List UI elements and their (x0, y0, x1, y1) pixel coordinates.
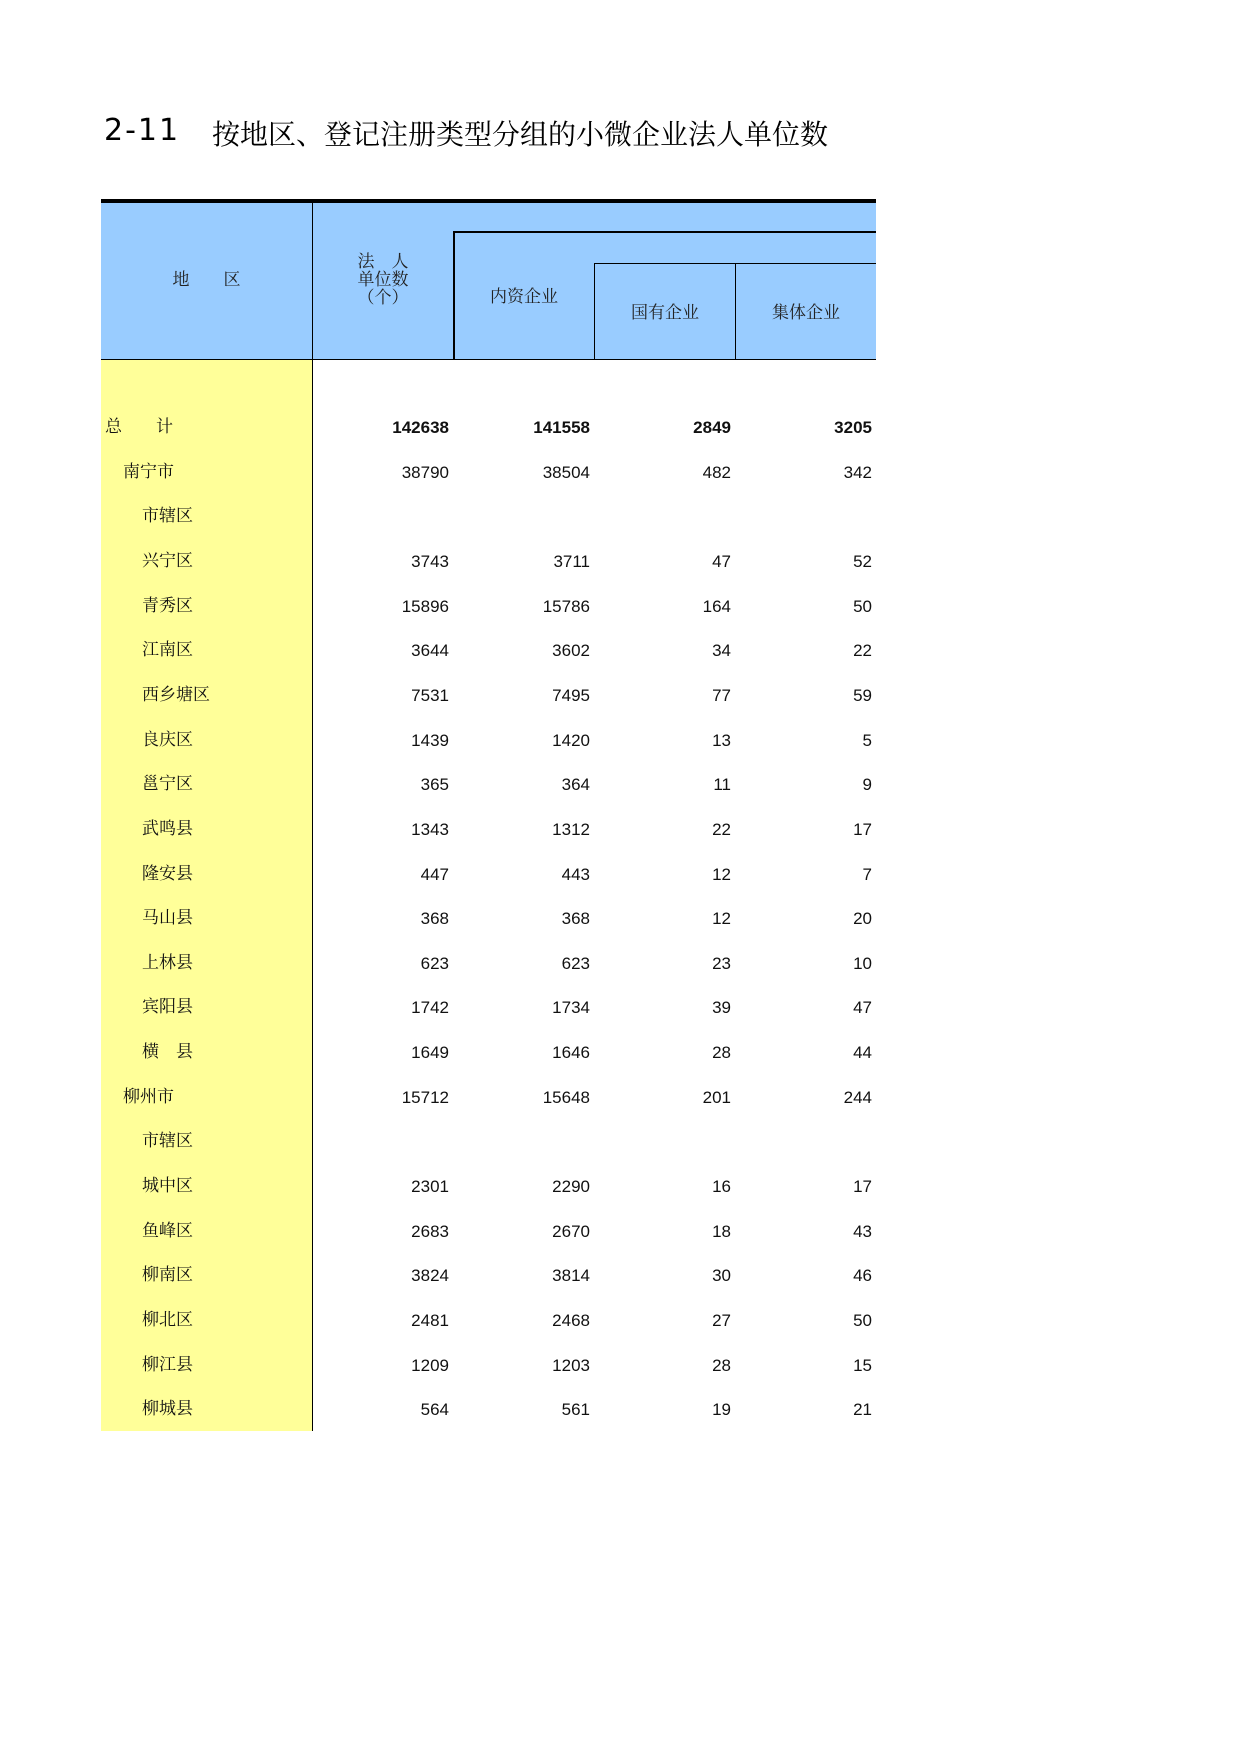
collective-count: 50 (853, 596, 872, 616)
table-row (101, 1298, 876, 1343)
domestic-count: 443 (561, 864, 590, 884)
page-title: 按地区、登记注册类型分组的小微企业法人单位数 (212, 118, 829, 151)
collective-count: 43 (853, 1221, 872, 1241)
total-count: 447 (420, 864, 449, 884)
header-domestic: 内资企业 (490, 287, 558, 307)
table-row (101, 985, 876, 1030)
region-name: 市辖区 (142, 1131, 193, 1152)
table-row (101, 896, 876, 941)
domestic-count: 368 (561, 909, 590, 929)
state-owned-count: 47 (712, 551, 731, 571)
region-name: 柳南区 (142, 1265, 193, 1286)
state-owned-count: 27 (712, 1311, 731, 1330)
table-row (101, 494, 876, 539)
domestic-count: 2290 (552, 1177, 590, 1197)
table-number: 2-11 (104, 113, 181, 148)
table-row (101, 1387, 876, 1432)
region-name: 隆安县 (142, 863, 193, 884)
domestic-count: 1312 (552, 819, 590, 839)
table-row (101, 1209, 876, 1254)
collective-count: 21 (853, 1400, 872, 1420)
collective-count: 342 (843, 462, 872, 482)
domestic-count: 141558 (533, 418, 590, 437)
domestic-count: 2670 (552, 1221, 590, 1241)
region-name: 柳州市 (123, 1086, 174, 1107)
state-owned-count: 77 (712, 685, 731, 705)
table-row (101, 1164, 876, 1209)
header-region: 地 区 (172, 270, 241, 290)
state-owned-count: 18 (712, 1221, 731, 1241)
total-count: 15896 (401, 596, 449, 616)
collective-count: 44 (853, 1043, 872, 1063)
domestic-count: 15786 (542, 596, 590, 616)
state-owned-count: 30 (712, 1266, 731, 1286)
total-count: 1343 (411, 819, 449, 839)
region-name: 总 计 (105, 417, 173, 437)
state-owned-count: 28 (712, 1355, 731, 1375)
collective-count: 17 (853, 1177, 872, 1197)
region-name: 横 县 (142, 1042, 193, 1063)
collective-count: 59 (853, 685, 872, 705)
table-row (101, 1253, 876, 1298)
total-count: 368 (420, 909, 449, 929)
divider (453, 231, 876, 233)
region-name: 西乡塘区 (142, 684, 210, 705)
table-row (101, 1030, 876, 1075)
state-owned-count: 164 (702, 596, 731, 616)
state-owned-count: 13 (712, 730, 731, 750)
total-count: 2301 (411, 1177, 449, 1197)
total-count: 1742 (411, 998, 449, 1018)
total-count: 2481 (411, 1311, 449, 1330)
domestic-count: 38504 (542, 462, 590, 482)
state-owned-count: 39 (712, 998, 731, 1018)
domestic-count: 3814 (552, 1266, 590, 1286)
domestic-count: 3602 (552, 641, 590, 661)
table-row (101, 1119, 876, 1164)
state-owned-count: 34 (712, 641, 731, 661)
collective-count: 46 (853, 1266, 872, 1286)
total-count: 1209 (411, 1355, 449, 1375)
region-name: 鱼峰区 (142, 1220, 193, 1241)
total-count: 365 (420, 775, 449, 795)
collective-count: 9 (862, 775, 872, 795)
collective-count: 3205 (834, 418, 872, 437)
region-name: 江南区 (142, 640, 193, 661)
region-name: 青秀区 (142, 595, 193, 616)
region-name: 马山县 (142, 908, 193, 929)
table-row (101, 584, 876, 629)
region-name: 南宁市 (123, 461, 174, 482)
total-count: 1649 (411, 1043, 449, 1063)
region-name: 武鸣县 (142, 818, 193, 839)
table-row (101, 941, 876, 986)
total-count: 3743 (411, 551, 449, 571)
state-owned-count: 12 (712, 864, 731, 884)
state-owned-count: 28 (712, 1043, 731, 1063)
domestic-count: 7495 (552, 685, 590, 705)
total-count: 142638 (392, 418, 449, 437)
table-row (101, 1343, 876, 1388)
table-row (101, 405, 876, 450)
table-row (101, 628, 876, 673)
domestic-count: 3711 (553, 551, 590, 571)
table-row (101, 762, 876, 807)
total-count: 38790 (401, 462, 449, 482)
collective-count: 52 (853, 551, 872, 571)
collective-count: 22 (853, 641, 872, 661)
region-name: 柳北区 (142, 1310, 193, 1330)
state-owned-count: 22 (712, 819, 731, 839)
table-row (101, 1075, 876, 1120)
table-row (101, 852, 876, 897)
header-state-owned: 国有企业 (631, 303, 699, 323)
collective-count: 244 (843, 1087, 872, 1107)
table-row (101, 718, 876, 763)
region-name: 市辖区 (142, 506, 193, 527)
total-count: 1439 (411, 730, 449, 750)
state-owned-count: 19 (712, 1400, 731, 1420)
collective-count: 10 (853, 953, 872, 973)
collective-count: 20 (853, 909, 872, 929)
total-count: 623 (420, 953, 449, 973)
collective-count: 7 (862, 864, 872, 884)
domestic-count: 1420 (552, 730, 590, 750)
table-row (101, 673, 876, 718)
total-count: 564 (420, 1400, 449, 1420)
region-name: 城中区 (142, 1176, 193, 1197)
total-count: 3644 (411, 641, 449, 661)
domestic-count: 1646 (552, 1043, 590, 1063)
region-name: 宾阳县 (142, 997, 193, 1018)
total-count: 2683 (411, 1221, 449, 1241)
collective-count: 50 (853, 1311, 872, 1330)
domestic-count: 364 (561, 775, 590, 795)
region-name: 柳城县 (142, 1399, 193, 1420)
domestic-count: 2468 (552, 1311, 590, 1330)
domestic-count: 1203 (552, 1355, 590, 1375)
state-owned-count: 2849 (693, 418, 731, 437)
state-owned-count: 23 (712, 953, 731, 973)
collective-count: 15 (853, 1355, 872, 1375)
state-owned-count: 482 (702, 462, 731, 482)
region-name: 良庆区 (142, 729, 193, 750)
state-owned-count: 11 (713, 775, 731, 795)
domestic-count: 561 (561, 1400, 590, 1420)
region-name: 兴宁区 (142, 550, 193, 571)
total-count: 7531 (411, 685, 449, 705)
total-count: 15712 (401, 1087, 449, 1107)
region-name: 邕宁区 (142, 774, 193, 795)
state-owned-count: 12 (712, 909, 731, 929)
table-row (101, 807, 876, 852)
state-owned-count: 16 (712, 1177, 731, 1197)
collective-count: 5 (862, 730, 872, 750)
region-name: 柳江县 (142, 1354, 193, 1375)
region-name: 上林县 (142, 952, 193, 973)
collective-count: 47 (853, 998, 872, 1018)
collective-count: 17 (853, 819, 872, 839)
header-collective: 集体企业 (772, 303, 840, 323)
domestic-count: 623 (561, 953, 590, 973)
table-row (101, 450, 876, 495)
header-total: 法 人 单位数 （个） (357, 252, 409, 308)
domestic-count: 1734 (552, 998, 590, 1018)
table-row (101, 539, 876, 584)
domestic-count: 15648 (542, 1087, 590, 1107)
state-owned-count: 201 (702, 1087, 731, 1107)
total-count: 3824 (411, 1266, 449, 1286)
